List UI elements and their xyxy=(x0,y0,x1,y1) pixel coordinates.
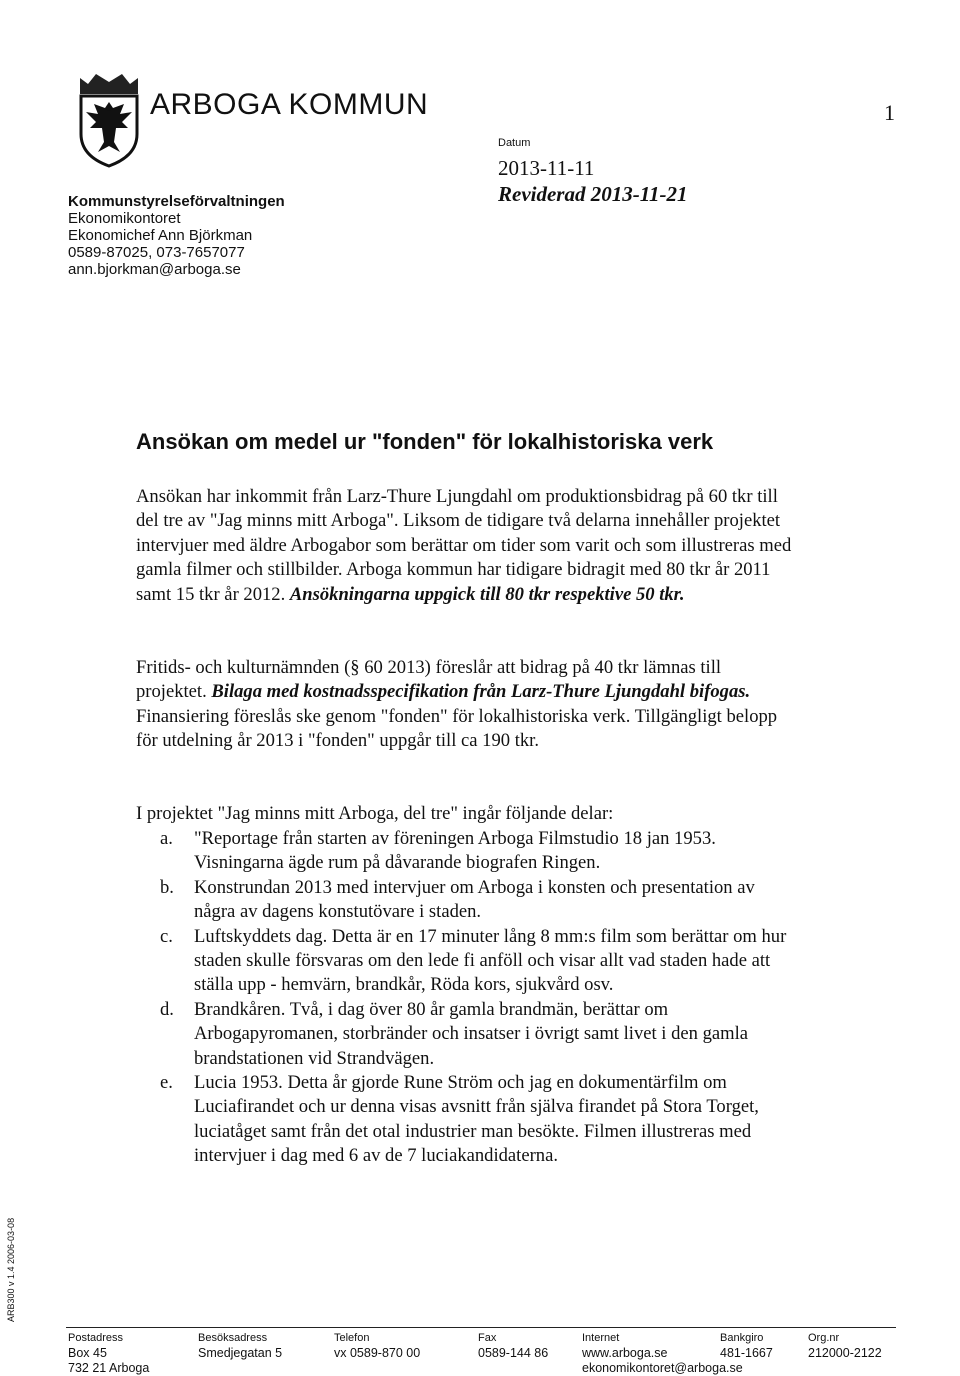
date-block xyxy=(498,137,688,207)
footer-value: Box 45 xyxy=(68,1346,107,1360)
paragraph-proposal xyxy=(136,656,796,754)
paragraph-emphasis: Bilaga med kostnadsspecifikation från Larz-Thure Ljungdahl bifogas. xyxy=(211,681,751,703)
footer-fax xyxy=(478,1331,548,1361)
footer-visit xyxy=(198,1331,282,1361)
document-title: Ansökan om medel ur "fonden" för lokalhistoriska verk xyxy=(136,429,714,454)
list-item-text: Lucia 1953. Detta år gjorde Rune Ström och jag en dokumentärfilm om Luciafirandet och ur denna visas avsnitt från själva firandet på Stora Torget, luciatåget samt från det otal industrier man besökte. Filmen illustreras med intervjuer i dag med 6 av de 7 luciakandidaterna. xyxy=(194,1072,759,1167)
sender-email: ann.bjorkman@arboga.se xyxy=(68,261,241,278)
footer-internet xyxy=(582,1331,743,1376)
coat-of-arms-icon xyxy=(76,72,142,168)
paragraph-emphasis: Ansökningarna uppgick till 80 tkr respektive 50 tkr. xyxy=(289,583,685,605)
footer-value: 0589-144 86 xyxy=(478,1346,549,1360)
footer-label: Bankgiro xyxy=(720,1332,764,1344)
footer-value: www.arboga.se xyxy=(582,1346,668,1360)
sender-department: Kommunstyrelseförvaltningen xyxy=(68,193,285,210)
list-marker: d. xyxy=(160,998,174,1020)
footer-value: 481-1667 xyxy=(720,1346,773,1360)
list-item xyxy=(160,925,800,998)
footer-label: Telefon xyxy=(334,1332,370,1344)
template-code: ARB300 v 1.4 2006-03-08 xyxy=(6,1217,16,1322)
paragraph-text-continued: Finansiering föreslås ske genom "fonden" för lokalhistoriska verk. Tillgängligt belopp för utdelning år 2013 i "fonden" uppgår till ca 190 tkr. xyxy=(136,705,778,752)
footer-value: vx 0589-870 00 xyxy=(334,1346,421,1360)
paragraph-text: Fritids- och kulturnämnden (§ 60 2013) föreslår att bidrag på 40 tkr lämnas till projektet. xyxy=(136,657,722,703)
footer-label: Besöksadress xyxy=(198,1332,268,1344)
sender-person: Ekonomichef Ann Björkman xyxy=(68,227,253,244)
footer-postal xyxy=(68,1331,149,1376)
footer-value: Smedjegatan 5 xyxy=(198,1346,283,1360)
date-label: Datum xyxy=(498,137,531,149)
sender-block xyxy=(68,193,285,278)
list-item xyxy=(160,998,800,1071)
footer-label: Fax xyxy=(478,1332,497,1344)
list-item xyxy=(160,827,800,876)
list-intro: I projektet "Jag minns mitt Arboga, del tre" ingår följande delar: xyxy=(136,803,614,824)
footer-value: 732 21 Arboga xyxy=(68,1361,150,1375)
page-number: 1 xyxy=(884,100,895,125)
project-parts-list xyxy=(160,827,800,1169)
date-value: 2013-11-11 xyxy=(498,156,595,180)
paragraph-text: Ansökan har inkommit från Larz-Thure Ljungdahl om produktionsbidrag på 60 tkr till del tre av "Jag minns mitt Arboga". Liksom de tidigare två delarna innehåller projektet intervjuer med äldre Arbogabor som berättar om tider som varit och som illustreras med gamla filmer och stillbilder. Arboga kommun har tidigare bidragit med 80 tkr år 2011 samt 15 tkr år 2012. xyxy=(136,486,792,605)
footer-value: ekonomikontoret@arboga.se xyxy=(582,1361,743,1375)
revised-date: Reviderad 2013-11-21 xyxy=(498,182,688,206)
footer-divider xyxy=(66,1327,896,1328)
list-marker: a. xyxy=(160,828,173,849)
organization-name: ARBOGA KOMMUN xyxy=(150,88,429,121)
sender-office: Ekonomikontoret xyxy=(68,210,181,227)
list-marker: e. xyxy=(160,1072,173,1094)
list-marker: b. xyxy=(160,876,174,898)
list-item xyxy=(160,1071,800,1169)
footer-value: 212000-2122 xyxy=(808,1346,882,1360)
footer-label: Internet xyxy=(582,1332,620,1344)
list-item-text: Luftskyddets dag. Detta är en 17 minuter lång 8 mm:s film som berättar om hur staden skulle försvaras om den lede fi anföll och visar allt vad staden hade att ställa upp - hemvärn, brandkår, Röda kors, sjukvård osv. xyxy=(194,925,787,996)
list-item-text: Brandkåren. Två, i dag över 80 år gamla brandmän, berättar om Arbogapyromanen, storbränder och insatser i övrigt samt livet i den gamla brandstationen vid Strandvägen. xyxy=(194,998,749,1069)
list-item xyxy=(160,876,800,925)
list-marker: c. xyxy=(160,925,173,947)
footer-phone xyxy=(334,1331,420,1361)
list-item-text: "Reportage från starten av föreningen Arboga Filmstudio 18 jan 1953. Visningarna ägde rum på dåvarande biografen Ringen. xyxy=(194,828,716,874)
sender-phones: 0589-87025, 073-7657077 xyxy=(68,244,245,261)
footer-label: Postadress xyxy=(68,1332,124,1344)
footer-label: Org.nr xyxy=(808,1332,840,1344)
footer-orgnr xyxy=(808,1331,882,1361)
list-item-text: Konstrundan 2013 med intervjuer om Arboga i konsten och presentation av några av dagens konstutövare i staden. xyxy=(194,876,755,923)
paragraph-application xyxy=(136,485,796,607)
footer-bankgiro xyxy=(720,1331,773,1361)
